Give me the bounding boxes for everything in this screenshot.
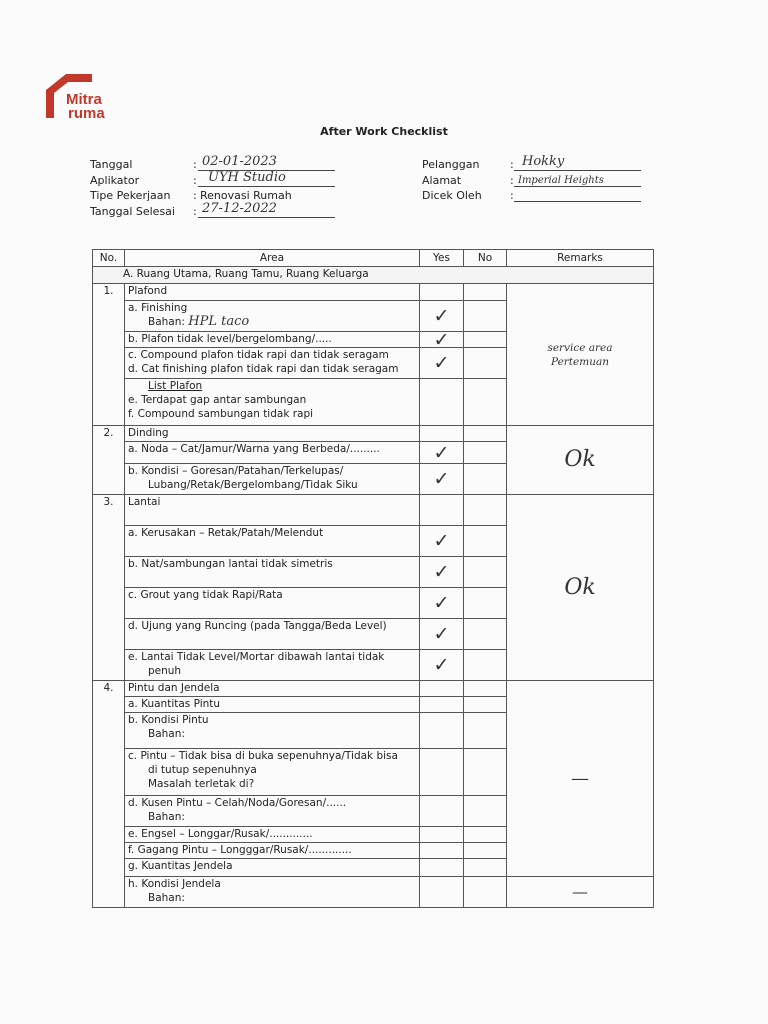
no-cell (464, 526, 507, 557)
tipe-value: Renovasi Rumah (200, 189, 292, 202)
no-cell (464, 588, 507, 619)
yes-cell (420, 284, 464, 301)
no-cell (464, 749, 507, 796)
colon: : (193, 173, 197, 187)
header-no: No. (93, 250, 125, 267)
meta-alamat (422, 173, 647, 189)
underline (198, 186, 335, 187)
pelanggan-label: Pelanggan (422, 158, 480, 171)
area-text: f. Gagang Pintu – Longggar/Rusak/............. (125, 843, 420, 859)
area-text: c. Grout yang tidak Rapi/Rata (125, 588, 420, 619)
tipe-label: Tipe Pekerjaan (90, 189, 171, 202)
area-text: Lubang/Retak/Bergelombang/Tidak Siku (148, 479, 358, 491)
check-mark-icon: ✓ (420, 619, 464, 650)
row-number: 2. (93, 426, 125, 495)
table-row (93, 495, 654, 526)
section-title: Plafond (125, 284, 420, 301)
header-area: Area (125, 250, 420, 267)
colon: : (510, 189, 514, 202)
logo-text-mitra: Mitra (66, 91, 102, 108)
section-a-label: A. Ruang Utama, Ruang Tamu, Ruang Keluarga (93, 267, 654, 284)
yes-cell (420, 843, 464, 859)
check-mark-icon: ✓ (420, 464, 464, 495)
area-text: b. Kondisi Pintu (128, 714, 209, 726)
table-row (93, 284, 654, 301)
area-cell (125, 348, 420, 379)
check-mark-icon: ✓ (420, 301, 464, 332)
no-cell (464, 495, 507, 526)
no-cell (464, 379, 507, 426)
selesai-label: Tanggal Selesai (90, 204, 175, 218)
no-cell (464, 426, 507, 442)
check-mark-icon: ✓ (420, 442, 464, 464)
check-mark-icon: ✓ (420, 588, 464, 619)
tanggal-label: Tanggal (90, 158, 133, 171)
area-text: h. Kondisi Jendela (128, 878, 221, 890)
header-remarks: Remarks (507, 250, 654, 267)
meta-right (422, 154, 647, 204)
yes-cell (420, 713, 464, 749)
meta-dicek (422, 188, 647, 204)
underline (514, 201, 641, 202)
yes-cell (420, 426, 464, 442)
area-text: e. Terdapat gap antar sambungan (128, 394, 307, 406)
table-row (93, 877, 654, 908)
bahan-label: Bahan: (148, 316, 185, 328)
logo-text-ruma: ruma (68, 105, 105, 122)
area-text: b. Kondisi – Goresan/Patahan/Terkelupas/ (128, 465, 344, 477)
colon: : (510, 158, 514, 171)
no-cell (464, 301, 507, 332)
row-number: 1. (93, 284, 125, 426)
meta-left (90, 154, 340, 219)
table-row (93, 681, 654, 697)
no-cell (464, 796, 507, 827)
colon: : (193, 204, 197, 218)
dicek-label: Dicek Oleh (422, 189, 482, 202)
yes-cell (420, 877, 464, 908)
area-cell (125, 877, 420, 908)
check-mark-icon: ✓ (420, 332, 464, 348)
pelanggan-value: Hokky (522, 154, 565, 169)
underline (198, 217, 335, 218)
alamat-value: Imperial Heights (518, 174, 604, 186)
area-text: penuh (148, 665, 182, 677)
no-cell (464, 284, 507, 301)
meta-aplikator (90, 169, 340, 189)
aplikator-value: UYH Studio (208, 169, 286, 185)
area-text: di tutup sepenuhnya (148, 764, 257, 776)
area-text: d. Ujung yang Runcing (pada Tangga/Beda Level) (125, 619, 420, 650)
area-text: Masalah terletak di? (148, 778, 255, 790)
remark-text: — (507, 681, 654, 877)
check-mark-icon: ✓ (420, 348, 464, 379)
meta-pelanggan (422, 154, 647, 173)
no-cell (464, 464, 507, 495)
area-cell (125, 650, 420, 681)
area-text: List Plafon (148, 380, 203, 392)
area-text: c. Pintu – Tidak bisa di buka sepenuhnya/Tidak bisa (128, 750, 398, 762)
area-text: e. Lantai Tidak Level/Mortar dibawah lantai tidak (128, 651, 385, 663)
remark-text: Ok (507, 495, 654, 681)
check-mark-icon: ✓ (420, 650, 464, 681)
yes-cell (420, 796, 464, 827)
section-title: Dinding (125, 426, 420, 442)
area-text: a. Kerusakan – Retak/Patah/Melendut (125, 526, 420, 557)
area-text: Bahan: (148, 811, 185, 823)
area-cell (125, 796, 420, 827)
area-text: a. Noda – Cat/Jamur/Warna yang Berbeda/......... (125, 442, 420, 464)
no-cell (464, 332, 507, 348)
yes-cell (420, 827, 464, 843)
no-cell (464, 859, 507, 877)
table-row (93, 426, 654, 442)
row-number: 4. (93, 681, 125, 908)
bahan-value: HPL taco (188, 314, 250, 329)
yes-cell (420, 379, 464, 426)
underline (514, 170, 641, 171)
meta-selesai (90, 200, 340, 220)
no-cell (464, 650, 507, 681)
area-text: Bahan: (148, 892, 185, 904)
aplikator-label: Aplikator (90, 173, 140, 187)
area-cell (125, 713, 420, 749)
area-text (128, 315, 416, 329)
area-text: d. Kusen Pintu – Celah/Noda/Goresan/...... (128, 797, 347, 809)
remark-text: — (507, 877, 654, 908)
yes-cell (420, 749, 464, 796)
colon: : (193, 189, 197, 202)
colon: : (510, 173, 514, 187)
area-text: c. Compound plafon tidak rapi dan tidak seragam (128, 349, 389, 361)
yes-cell (420, 495, 464, 526)
header-no-col: No (464, 250, 507, 267)
remark-cell (507, 284, 654, 426)
no-cell (464, 877, 507, 908)
section-title: Lantai (125, 495, 420, 526)
area-cell (125, 749, 420, 796)
area-text: d. Cat finishing plafon tidak rapi dan tidak seragam (128, 363, 399, 375)
area-cell (125, 379, 420, 426)
row-number: 3. (93, 495, 125, 681)
table-header-row (93, 250, 654, 267)
area-text: a. Kuantitas Pintu (125, 697, 420, 713)
area-text: Bahan: (148, 728, 185, 740)
header-yes: Yes (420, 250, 464, 267)
area-text: f. Compound sambungan tidak rapi (128, 408, 314, 420)
area-cell (125, 301, 420, 332)
remark-text: Ok (507, 426, 654, 495)
yes-cell (420, 681, 464, 697)
yes-cell (420, 697, 464, 713)
yes-cell (420, 859, 464, 877)
section-title: Pintu dan Jendela (125, 681, 420, 697)
remark-text: service area (547, 341, 613, 354)
section-a-row (93, 267, 654, 284)
no-cell (464, 557, 507, 588)
company-logo (44, 72, 124, 124)
remark-text: Pertemuan (550, 355, 609, 368)
no-cell (464, 442, 507, 464)
area-text: e. Engsel – Longgar/Rusak/............. (125, 827, 420, 843)
area-text: g. Kuantitas Jendela (125, 859, 420, 877)
no-cell (464, 681, 507, 697)
area-text: b. Nat/sambungan lantai tidak simetris (125, 557, 420, 588)
no-cell (464, 713, 507, 749)
colon: : (193, 158, 197, 171)
checklist-table (92, 249, 654, 908)
no-cell (464, 843, 507, 859)
area-text: a. Finishing (128, 302, 188, 314)
no-cell (464, 619, 507, 650)
area-cell (125, 464, 420, 495)
no-cell (464, 348, 507, 379)
no-cell (464, 697, 507, 713)
alamat-label: Alamat (422, 173, 462, 187)
check-mark-icon: ✓ (420, 526, 464, 557)
tanggal-value: 02-01-2023 (202, 154, 277, 169)
area-text: b. Plafon tidak level/bergelombang/..... (125, 332, 420, 348)
selesai-value: 27-12-2022 (202, 200, 277, 216)
page-title: After Work Checklist (320, 125, 448, 138)
no-cell (464, 827, 507, 843)
check-mark-icon: ✓ (420, 557, 464, 588)
